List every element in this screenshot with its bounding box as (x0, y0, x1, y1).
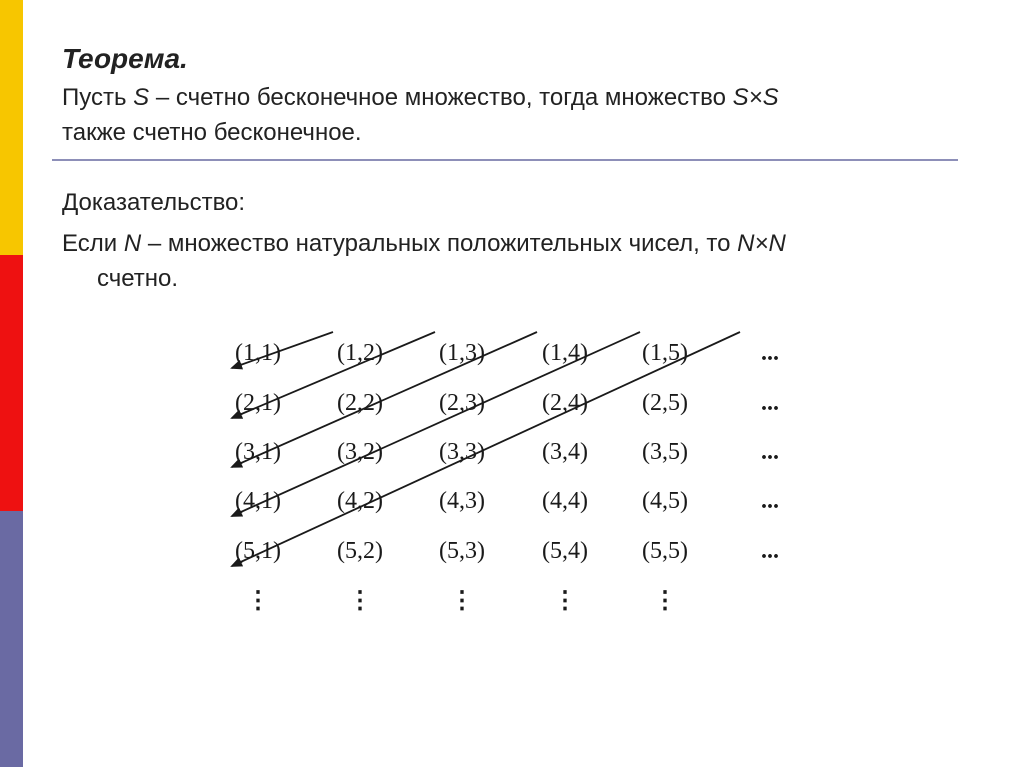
theorem-product: S×S (732, 84, 779, 111)
proof-line2: счетно. (97, 265, 179, 292)
proof-title: Доказательство: (62, 189, 246, 216)
pair-cell: (4,3) (439, 488, 485, 514)
pair-cell: (3,5) (642, 439, 688, 465)
pair-cell: (1,5) (642, 340, 688, 366)
pair-cell: (4,5) (642, 488, 688, 514)
pair-cell: (5,2) (337, 538, 383, 564)
pair-cell: (2,5) (642, 390, 688, 416)
proof-line1 (62, 227, 786, 261)
pair-cell: (2,1) (235, 390, 281, 416)
row-ellipsis: ... (761, 439, 779, 465)
section-divider (52, 159, 958, 161)
pair-cell: (3,4) (542, 439, 588, 465)
column-ellipsis: ⋮ (653, 588, 677, 614)
pair-cell: (1,2) (337, 340, 383, 366)
pair-cell: (2,2) (337, 390, 383, 416)
theorem-prefix: Пусть (62, 84, 134, 111)
theorem-variable: S (133, 84, 150, 111)
pair-cell: (5,5) (642, 538, 688, 564)
accent-stripe-yellow (0, 0, 23, 255)
pair-cell: (1,4) (542, 340, 588, 366)
row-ellipsis: ... (761, 488, 779, 514)
pair-cell: (5,1) (235, 538, 281, 564)
row-ellipsis: ... (761, 340, 779, 366)
pair-cell: (4,1) (235, 488, 281, 514)
row-ellipsis: ... (761, 390, 779, 416)
cantor-pairing-diagram (210, 318, 810, 618)
pair-cell: (1,1) (235, 340, 281, 366)
pair-cell: (2,4) (542, 390, 588, 416)
column-ellipsis: ⋮ (348, 588, 372, 614)
proof-prefix: Если (62, 230, 124, 257)
row-ellipsis: ... (761, 538, 779, 564)
theorem-statement-line2: также счетно бесконечное. (62, 119, 362, 146)
column-ellipsis: ⋮ (450, 588, 474, 614)
pair-cell: (4,4) (542, 488, 588, 514)
pair-cell: (5,4) (542, 538, 588, 564)
proof-variable: N (123, 230, 142, 257)
column-ellipsis: ⋮ (246, 588, 270, 614)
column-ellipsis: ⋮ (553, 588, 577, 614)
accent-stripe-blue (0, 511, 23, 767)
theorem-middle: – счетно бесконечное множество, тогда множество (149, 84, 733, 111)
pair-cell: (3,1) (235, 439, 281, 465)
pair-cell: (4,2) (337, 488, 383, 514)
pair-cell: (3,2) (337, 439, 383, 465)
pair-cell: (3,3) (439, 439, 485, 465)
pair-cell: (2,3) (439, 390, 485, 416)
pair-cell: (5,3) (439, 538, 485, 564)
accent-stripe-red (0, 255, 23, 511)
theorem-title: Теорема. (62, 43, 188, 74)
proof-product: N×N (737, 230, 786, 257)
pair-cell: (1,3) (439, 340, 485, 366)
theorem-statement-line1 (62, 81, 779, 115)
proof-middle: – множество натуральных положительных чисел, то (141, 230, 738, 257)
